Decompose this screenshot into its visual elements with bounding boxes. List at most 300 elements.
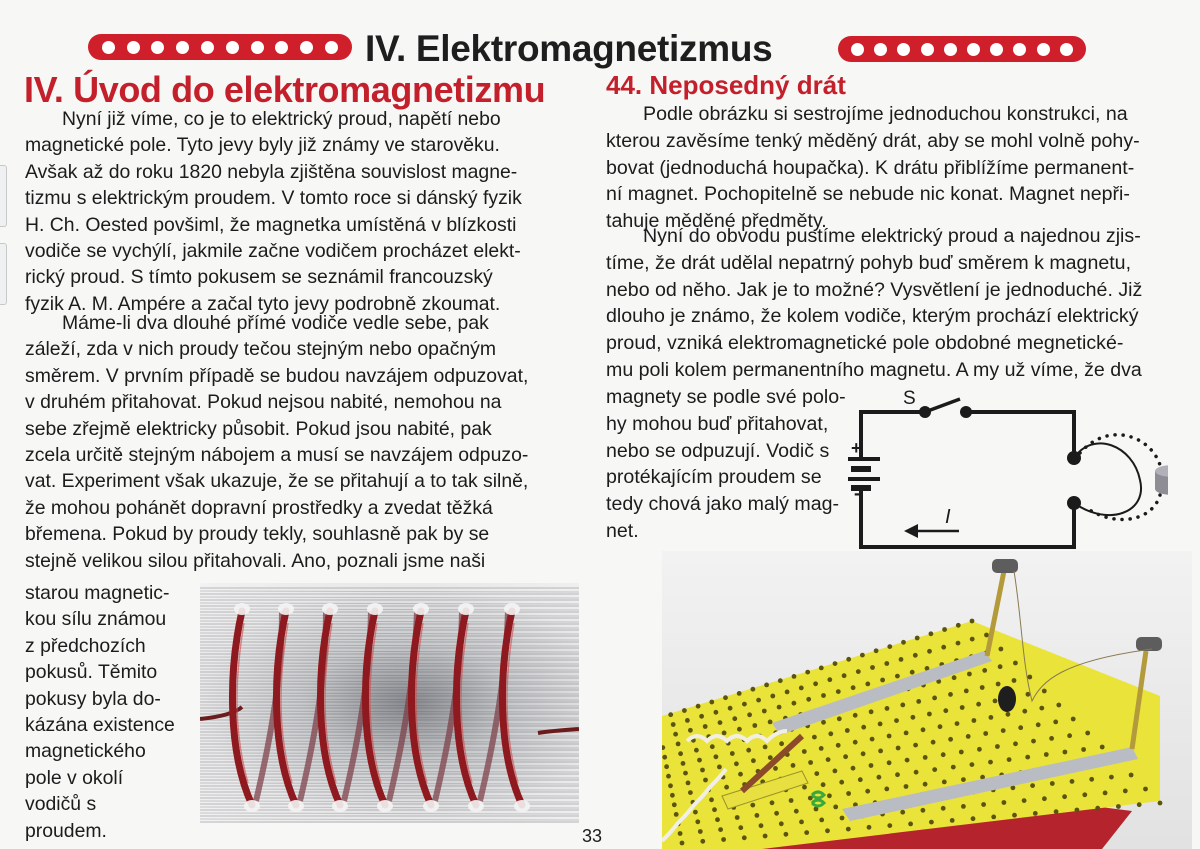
coil-hole (504, 603, 520, 615)
board-hole (746, 748, 751, 753)
board-hole (833, 805, 838, 810)
iron-filing-streak (200, 729, 579, 730)
iron-filing-streak (200, 771, 579, 772)
board-hole (1013, 661, 1018, 666)
board-hole (1053, 720, 1058, 725)
board-hole (989, 715, 994, 720)
board-hole (916, 699, 921, 704)
board-hole (948, 692, 953, 697)
board-hole (799, 686, 804, 691)
board-hole (768, 755, 773, 760)
board-hole (884, 661, 889, 666)
current-arrow-icon (904, 524, 959, 538)
board-hole (1100, 745, 1105, 750)
coil-hole (278, 603, 294, 615)
board-hole (695, 819, 700, 824)
text-line: fyzik A. M. Ampére a začal tyto jevy podrobně zkoumat. (25, 292, 501, 315)
board-hole (678, 831, 683, 836)
apparatus-photo (662, 551, 1192, 849)
experiment-paragraph-1 (606, 101, 1186, 235)
board-hole (961, 804, 966, 809)
board-hole (921, 808, 926, 813)
board-hole (721, 837, 726, 842)
board-hole (678, 751, 683, 756)
connector-clamp (1136, 637, 1162, 651)
meccano-strip-decoration (838, 36, 1086, 62)
text-line: že mohou pohánět dopravní prostředky a zvedat těžká (25, 496, 493, 519)
board-hole (763, 745, 768, 750)
board-hole (751, 758, 756, 763)
text-line: vat. Experiment však ukazuje, že se přitahují a to tak silně, (25, 470, 529, 493)
battery-symbol (848, 457, 880, 491)
text-line: stejně velikou silou přitahovali. Ano, poznali jsme naši (25, 549, 486, 572)
board-hole (764, 683, 769, 688)
board-hole (742, 702, 747, 707)
board-hole (991, 815, 996, 820)
board-hole (956, 641, 961, 646)
board-hole (696, 704, 701, 709)
board-hole (759, 823, 764, 828)
coil-hole (514, 800, 530, 812)
text-line: Podle obrázku si sestrojíme jednoduchou konstrukci, na (643, 103, 1128, 125)
text-line: dlouho je známo, že kolem vodiče, kterým prochází elektrický (606, 305, 1139, 328)
board-hole (861, 751, 866, 756)
iron-filing-streak (200, 681, 579, 682)
board-hole (977, 747, 982, 752)
board-hole (870, 665, 875, 670)
iron-filing-streak (200, 735, 579, 736)
binding-mark (0, 243, 7, 305)
iron-filing-streak (200, 741, 579, 742)
board-hole (1007, 757, 1012, 762)
board-hole (923, 782, 928, 787)
board-hole (878, 722, 883, 727)
section-title-experiment: 44. Neposedný drát (606, 70, 846, 100)
board-hole (887, 760, 892, 765)
board-hole (836, 743, 841, 748)
strip-hole (897, 43, 910, 56)
board-hole (842, 673, 847, 678)
board-hole (1031, 739, 1036, 744)
board-hole (785, 690, 790, 695)
page-number: 33 (582, 826, 603, 846)
board-hole (1042, 689, 1047, 694)
board-hole (821, 720, 826, 725)
board-hole (1013, 741, 1018, 746)
board-hole (915, 636, 920, 641)
board-hole (779, 741, 784, 746)
permanent-magnet-icon (1155, 465, 1168, 495)
strip-hole (275, 41, 288, 54)
board-hole (791, 763, 796, 768)
coil-hole (367, 603, 383, 615)
text-line: pokusů. Těmito (25, 661, 158, 684)
board-hole (715, 817, 720, 822)
coil-hole (332, 800, 348, 812)
iron-filing-streak (200, 699, 579, 700)
text-line: Nyní do obvodu pustíme elektrický proud a najednou zjis- (643, 225, 1141, 247)
board-hole (825, 828, 830, 833)
iron-filing-streak (200, 627, 579, 628)
strip-hole (226, 41, 239, 54)
board-hole (982, 668, 987, 673)
board-hole (1039, 706, 1044, 711)
board-hole (1063, 750, 1068, 755)
permanent-magnet (998, 686, 1016, 712)
strip-hole (851, 43, 864, 56)
board-hole (895, 674, 900, 679)
board-hole (703, 778, 708, 783)
strip-hole (300, 41, 313, 54)
board-hole (750, 803, 755, 808)
board-hole (870, 737, 875, 742)
board-hole (792, 674, 797, 679)
board-hole (828, 731, 833, 736)
experiment-paragraph-2-continued (606, 384, 856, 545)
iron-filing-streak (200, 777, 579, 778)
board-hole (680, 841, 685, 846)
board-hole (814, 771, 819, 776)
board-hole (1002, 800, 1007, 805)
board-hole (952, 675, 957, 680)
board-hole (910, 670, 915, 675)
wire-deflected-dotted (1088, 495, 1160, 520)
board-hole (806, 697, 811, 702)
board-hole (869, 709, 874, 714)
minus-label: - (854, 483, 860, 503)
text-line: nebo od něho. Jak je to možné? Vysvětlení je jednoduché. Již (606, 278, 1143, 301)
board-hole (768, 720, 773, 725)
board-hole (941, 645, 946, 650)
text-line: hy mohou buď přitahovat, (606, 412, 829, 435)
board-hole (938, 724, 943, 729)
wire-bottom (861, 489, 1074, 547)
board-hole (799, 820, 804, 825)
board-hole (1030, 783, 1035, 788)
board-hole (1054, 809, 1059, 814)
board-hole (1089, 777, 1094, 782)
board-hole (1022, 709, 1027, 714)
strip-hole (1037, 43, 1050, 56)
text-line: pokusy byla do- (25, 687, 161, 710)
board-hole (961, 777, 966, 782)
plus-label: + (851, 438, 862, 458)
strip-hole (967, 43, 980, 56)
board-hole (846, 791, 851, 796)
strip-hole (176, 41, 189, 54)
coil-front-turn (366, 611, 385, 805)
circuit-diagram (848, 385, 1168, 555)
board-hole (995, 744, 1000, 749)
coil-hole (413, 603, 429, 615)
board-hole (784, 832, 789, 837)
board-hole (921, 727, 926, 732)
coil-iron-filings-photo (200, 583, 579, 823)
iron-filing-streak (200, 819, 579, 820)
switch-label: S (903, 388, 916, 409)
board-hole (718, 827, 723, 832)
board-hole (685, 718, 690, 723)
board-hole (671, 722, 676, 727)
board-hole (819, 666, 824, 671)
board-hole (762, 709, 767, 714)
text-line: směrem. V prvním případě se budou navzájem odpuzovat, (25, 364, 529, 387)
iron-filing-streak (200, 693, 579, 694)
board-hole (988, 760, 993, 765)
coil-hole (458, 603, 474, 615)
board-hole (887, 823, 892, 828)
board-hole (1137, 802, 1142, 807)
board-hole (666, 774, 671, 779)
board-hole (900, 810, 905, 815)
board-hole (1129, 773, 1134, 778)
iron-filing-streak (200, 597, 579, 598)
board-hole (717, 765, 722, 770)
board-hole (972, 718, 977, 723)
iron-filing-streak (200, 783, 579, 784)
board-hole (681, 761, 686, 766)
board-hole (718, 720, 723, 725)
board-hole (942, 627, 947, 632)
board-hole (964, 689, 969, 694)
board-hole (683, 771, 688, 776)
board-hole (884, 787, 889, 792)
board-hole (966, 734, 971, 739)
board-hole (914, 770, 919, 775)
board-hole (756, 698, 761, 703)
chapter-title: IV. Elektromagnetizmus (365, 28, 773, 69)
text-line: sebe zřejmě elektricky působit. Pokud jsou nabité, pak (25, 417, 492, 440)
strip-hole (990, 43, 1003, 56)
strip-hole (921, 43, 934, 56)
board-hole (1012, 678, 1017, 683)
board-hole (662, 755, 667, 760)
text-line: Máme-li dva dlouhé přímé vodiče vedle sebe, pak (62, 312, 489, 334)
wire-top-left (861, 412, 925, 459)
board-hole (833, 769, 838, 774)
board-hole (724, 785, 729, 790)
board-hole (827, 793, 832, 798)
board-hole (1158, 801, 1163, 806)
board-hole (899, 657, 904, 662)
iron-filing-streak (200, 663, 579, 664)
iron-filing-streak (200, 747, 579, 748)
iron-filing-streak (200, 765, 579, 766)
board-hole (686, 781, 691, 786)
board-hole (1123, 789, 1128, 794)
board-hole (703, 724, 708, 729)
board-hole (700, 839, 705, 844)
board-hole (802, 749, 807, 754)
board-hole (851, 685, 856, 690)
strip-hole (127, 41, 140, 54)
board-hole (865, 682, 870, 687)
board-hole (923, 755, 928, 760)
board-hole (779, 821, 784, 826)
board-hole (1085, 731, 1090, 736)
current-label: I (945, 506, 951, 528)
board-hole (853, 740, 858, 745)
apparatus-illustration (662, 551, 1192, 849)
board-hole (895, 772, 900, 777)
board-hole (853, 713, 858, 718)
board-hole (770, 800, 775, 805)
text-line: z předchozích (25, 634, 146, 657)
board-hole (808, 760, 813, 765)
switch-contact (960, 406, 972, 418)
strip-hole (1060, 43, 1073, 56)
text-line: kou sílu známou (25, 608, 167, 631)
board-hole (1082, 792, 1087, 797)
board-hole (773, 766, 778, 771)
board-hole (698, 829, 703, 834)
text-line: v druhém přitahovat. Pokud nejsou nabité, nemohou na (25, 391, 502, 414)
board-hole (905, 758, 910, 763)
switch-contact (919, 406, 931, 418)
board-hole (700, 768, 705, 773)
board-hole (959, 750, 964, 755)
text-line: tedy chová jako malý mag- (606, 493, 840, 516)
board-hole (998, 664, 1003, 669)
board-hole (688, 790, 693, 795)
iron-filing-streak (200, 657, 579, 658)
board-hole (932, 767, 937, 772)
board-hole (1006, 712, 1011, 717)
iron-filing-streak (200, 633, 579, 634)
board-hole (913, 653, 918, 658)
board-hole (911, 715, 916, 720)
board-hole (887, 644, 892, 649)
board-hole (1062, 794, 1067, 799)
board-hole (670, 793, 675, 798)
board-hole (929, 820, 934, 825)
board-hole (845, 728, 850, 733)
board-hole (840, 816, 845, 821)
text-line: ní magnet. Pochopitelně se nebude nic konat. Magnet nepři- (606, 183, 1130, 206)
board-hole (1143, 787, 1148, 792)
text-line: protékajícím proudem se (606, 466, 822, 489)
board-hole (723, 695, 728, 700)
board-hole (777, 705, 782, 710)
board-hole (714, 710, 719, 715)
board-hole (1049, 736, 1054, 741)
text-line: záleží, zda v nich proudy tečou stejným nebo opačným (25, 338, 497, 361)
board-hole (943, 708, 948, 713)
board-hole (709, 797, 714, 802)
iron-filing-streak (200, 639, 579, 640)
board-hole (694, 748, 699, 753)
strip-hole (325, 41, 338, 54)
board-hole (1025, 755, 1030, 760)
board-hole (960, 705, 965, 710)
board-hole (887, 734, 892, 739)
iron-filing-streak (200, 669, 579, 670)
board-hole (812, 735, 817, 740)
board-hole (983, 731, 988, 736)
text-line: bovat (jednoduchá houpačka). K drátu přiblížíme permanent- (606, 156, 1135, 179)
board-hole (927, 712, 932, 717)
board-hole (839, 780, 844, 785)
board-hole (908, 822, 913, 827)
board-hole (861, 725, 866, 730)
board-hole (860, 653, 865, 658)
board-hole (709, 700, 714, 705)
strip-hole (874, 43, 887, 56)
intro-paragraph-1 (25, 106, 585, 317)
board-hole (843, 754, 848, 759)
board-hole (710, 744, 715, 749)
board-hole (1033, 811, 1038, 816)
wire-top-right (966, 412, 1074, 455)
iron-filing-streak (200, 813, 579, 814)
board-hole (813, 681, 818, 686)
board-hole (1070, 779, 1075, 784)
board-hole (821, 693, 826, 698)
board-hole (1071, 717, 1076, 722)
board-hole (1027, 675, 1032, 680)
board-hole (981, 802, 986, 807)
board-hole (770, 694, 775, 699)
iron-filing-streak (200, 723, 579, 724)
board-hole (697, 758, 702, 763)
board-hole (999, 647, 1004, 652)
board-hole (1109, 775, 1114, 780)
board-hole (738, 772, 743, 777)
board-hole (821, 782, 826, 787)
text-line: tíme, že drát udělal nepatrný pohyb buď směrem k magnetu, (606, 251, 1132, 274)
board-hole (996, 682, 1001, 687)
text-line: břemena. Pokud by proudy tekly, souhlasně pak by se (25, 523, 490, 546)
board-hole (1095, 806, 1100, 811)
iron-filing-streak (200, 705, 579, 706)
board-hole (846, 657, 851, 662)
board-hole (874, 648, 879, 653)
coil-hole (423, 800, 439, 812)
board-hole (941, 806, 946, 811)
board-hole (885, 706, 890, 711)
board-hole (728, 706, 733, 711)
coil-front-turn (321, 611, 340, 805)
board-hole (942, 780, 947, 785)
coil-front-turn (277, 611, 296, 805)
board-hole (778, 678, 783, 683)
board-hole (664, 764, 669, 769)
board-hole (896, 746, 901, 751)
strip-hole (251, 41, 264, 54)
text-line: net. (606, 519, 639, 542)
iron-filing-streak (200, 687, 579, 688)
board-hole (794, 809, 799, 814)
experiment-paragraph-2 (606, 223, 1186, 384)
board-hole (1012, 813, 1017, 818)
intro-paragraph-2 (25, 310, 585, 574)
left-section-heading (24, 70, 580, 110)
board-hole (1116, 804, 1121, 809)
text-line: vodičů s (25, 793, 97, 816)
iron-filing-streak (200, 711, 579, 712)
board-hole (877, 775, 882, 780)
board-hole (904, 784, 909, 789)
board-hole (929, 631, 934, 636)
board-hole (856, 669, 861, 674)
board-hole (1018, 725, 1023, 730)
board-hole (673, 732, 678, 737)
board-hole (950, 818, 955, 823)
board-hole (668, 712, 673, 717)
board-hole (693, 810, 698, 815)
board-hole (722, 731, 727, 736)
board-hole (730, 751, 735, 756)
